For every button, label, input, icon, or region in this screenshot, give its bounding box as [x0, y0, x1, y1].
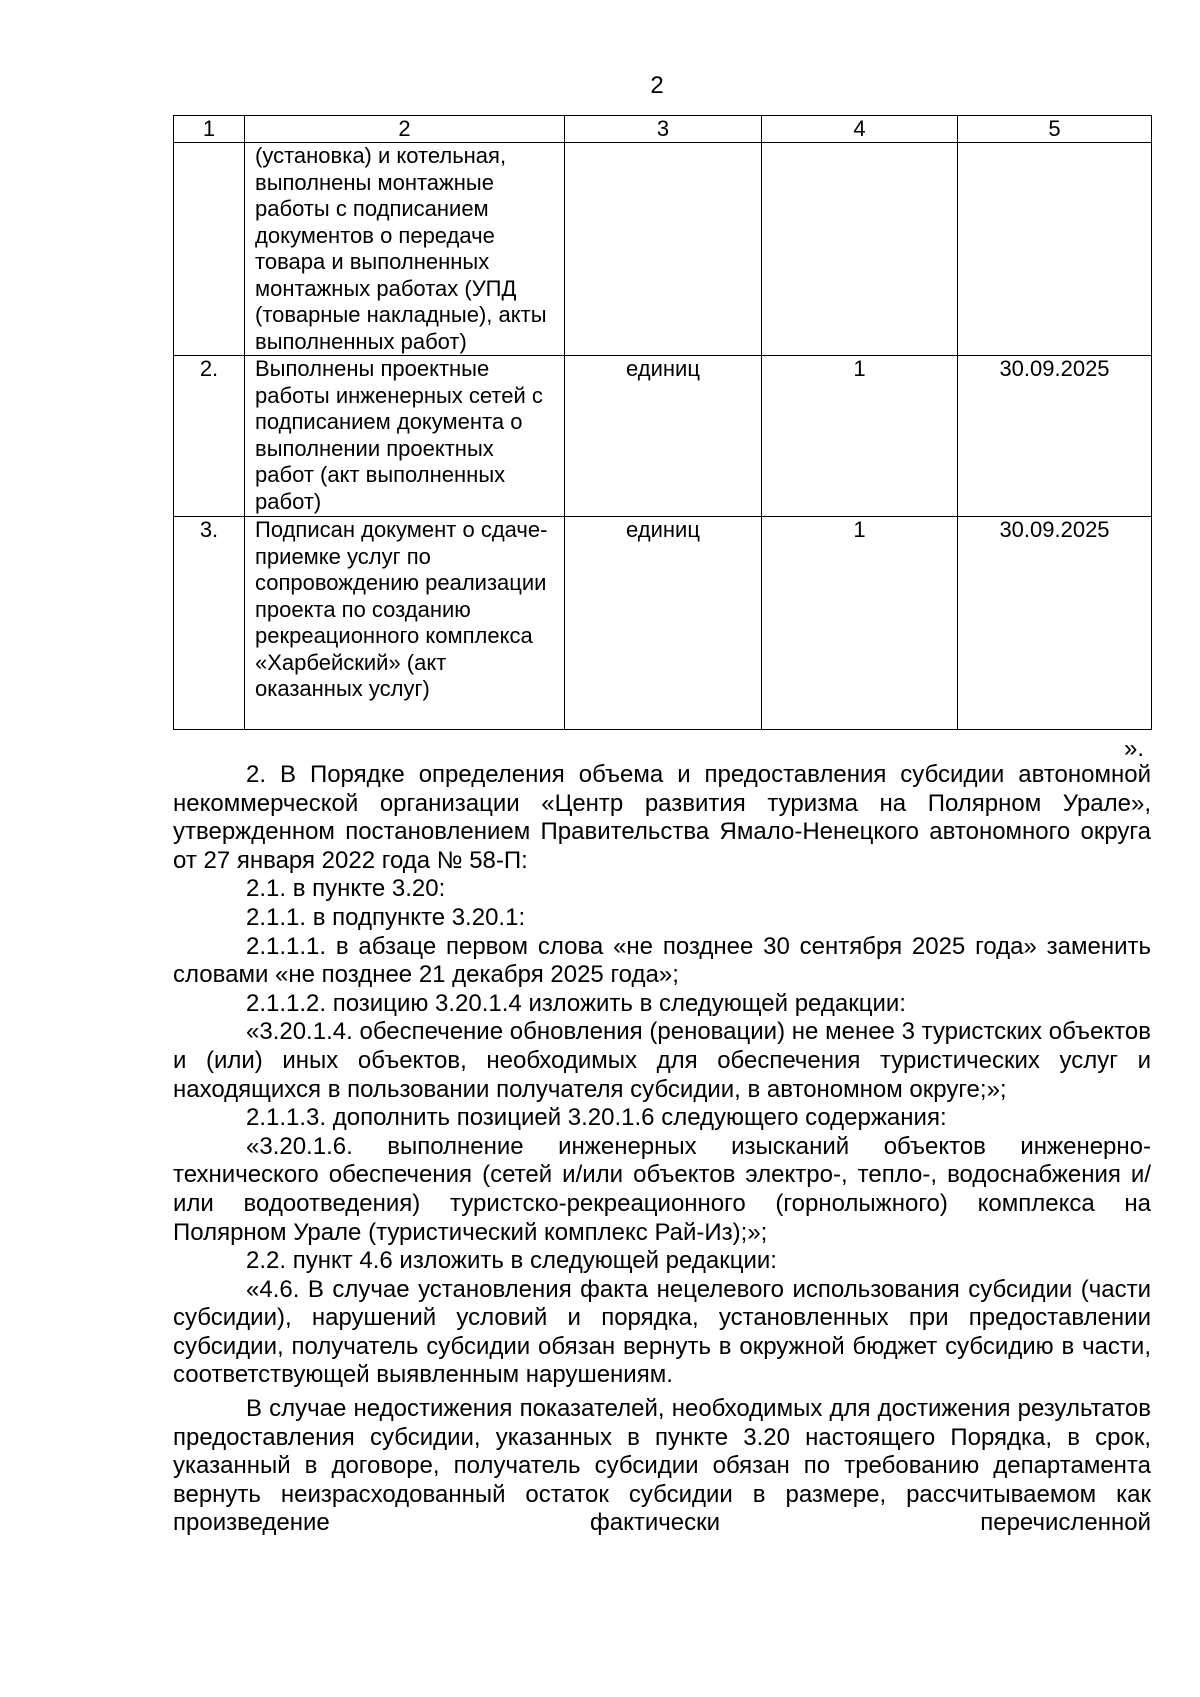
row-description-cell: Выполнены проектные работы инженерных сетей с подписанием документа о выполнении проектных работ (акт выполненных работ) — [245, 356, 565, 517]
paragraph: 2.1.1. в подпункте 3.20.1: — [246, 903, 526, 931]
row-number-cell: 3. — [174, 517, 245, 730]
column-header-date: 5 — [958, 116, 1152, 143]
row-number-cell: 2. — [174, 356, 245, 517]
row-date-cell: 30.09.2025 — [958, 517, 1152, 730]
paragraph: В случае недостижения показателей, необходимых для достижения результатов предоставления субсидии, указанных в пункте 3.20 настоящего Порядка, в срок, указанный в договоре, получатель субсидии обязан по требованию департамента вернуть неизрасходованный остаток субсидии в размере, рассчитываемом как произведение фактически перечисленной — [173, 1395, 1151, 1537]
row-date-cell: 30.09.2025 — [958, 356, 1152, 517]
paragraph: «3.20.1.6. выполнение инженерных изысканий объектов инженерно-технического обеспечения (сетей и/или объектов электро-, тепло-, водоснабжения и/или водоотведения) туристско-рекреационного (горнолыжного) комплекса на Полярном Урале (туристический комплекс Рай-Из);»; — [173, 1132, 1151, 1246]
document-body — [173, 761, 1151, 1538]
table-closing-quote: ». — [1124, 735, 1145, 762]
paragraph: 2. В Порядке определения объема и предоставления субсидии автономной некоммерческой организации «Центр развития туризма на Полярном Урале», утвержденном постановлением Правительства Ямало-Ненецкого автономного округа от 27 января 2022 года № 58-П: — [173, 761, 1151, 874]
table-row — [174, 143, 1152, 356]
column-header-description: 2 — [245, 116, 565, 143]
row-unit-cell: единиц — [565, 517, 762, 730]
table-row — [174, 517, 1152, 730]
paragraph: 2.1.1.2. позицию 3.20.1.4 изложить в следующей редакции: — [246, 989, 906, 1017]
row-description-cell: (установка) и котельная, выполнены монтажные работы с подписанием документов о передаче товара и выполненных монтажных работах (УПД (товарные накладные), акты выполненных работ) — [245, 143, 565, 356]
row-value-cell: 1 — [762, 517, 958, 730]
paragraph: «3.20.1.4. обеспечение обновления (реновации) не менее 3 туристских объектов и (или) иных объектов, необходимых для обеспечения туристических услуг и находящихся в пользовании получателя субсидии, в автономном округе;»; — [173, 1018, 1151, 1103]
page-number: 2 — [650, 72, 664, 99]
paragraph: 2.2. пункт 4.6 изложить в следующей редакции: — [246, 1247, 777, 1275]
row-number-cell — [174, 143, 245, 356]
table-row — [174, 356, 1152, 517]
column-header-value: 4 — [762, 116, 958, 143]
paragraph: «4.6. В случае установления факта нецелевого использования субсидии (части субсидии), нарушений условий и порядка, установленных при предоставлении субсидии, получатель субсидии обязан вернуть в окружной бюджет субсидию в части, соответствующей выявленным нарушениям. — [173, 1275, 1151, 1389]
paragraph: 2.1.1.1. в абзаце первом слова «не позднее 30 сентября 2025 года» заменить словами «не позднее 21 декабря 2025 года»; — [173, 932, 1151, 989]
row-date-cell — [958, 143, 1152, 356]
row-unit-cell: единиц — [565, 356, 762, 517]
column-header-number: 1 — [174, 116, 245, 143]
paragraph: 2.1. в пункте 3.20: — [246, 875, 446, 903]
indicators-table — [173, 115, 1152, 730]
row-value-cell: 1 — [762, 356, 958, 517]
column-header-unit: 3 — [565, 116, 762, 143]
row-value-cell — [762, 143, 958, 356]
row-unit-cell — [565, 143, 762, 356]
table-header-row — [174, 116, 1152, 143]
paragraph: 2.1.1.3. дополнить позицией 3.20.1.6 следующего содержания: — [246, 1104, 947, 1132]
row-description-cell: Подписан документ о сдаче-приемке услуг по сопровождению реализации проекта по созданию рекреационного комплекса «Харбейский» (акт оказанных услуг) — [245, 517, 565, 730]
